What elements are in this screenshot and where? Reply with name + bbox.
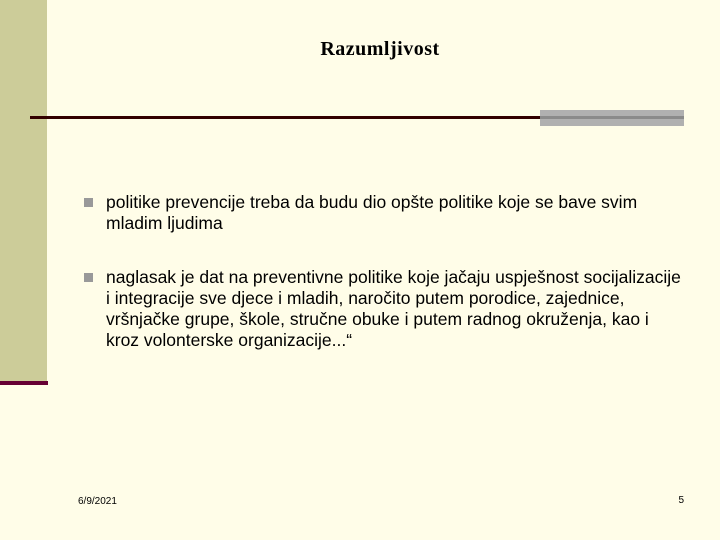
square-bullet-icon: [84, 198, 93, 207]
bullet-text: naglasak je dat na preventivne politike koje jačaju uspješnost socijalizacije i integracije sve djece i mladih, naročito putem porodice, zajednice, vršnjačke grupe, škole, stručne obuke i putem radnog okruženja, kao i kroz volonterske organizacije...“: [106, 267, 681, 350]
page-number: 5: [678, 495, 684, 506]
square-bullet-icon: [84, 273, 93, 282]
bullet-item: [84, 192, 684, 234]
bullet-list: [84, 192, 684, 351]
slide-title: Razumljivost: [320, 38, 440, 60]
left-decorative-bar: [0, 0, 47, 383]
title-rule: [30, 116, 542, 119]
bullet-item: [84, 267, 684, 351]
title-rule-gray-line: [540, 116, 684, 119]
bullet-text: politike prevencije treba da budu dio opšte politike koje se bave svim mladim ljudima: [106, 192, 638, 233]
footer-date: 6/9/2021: [78, 496, 117, 507]
left-accent-line: [0, 381, 48, 385]
